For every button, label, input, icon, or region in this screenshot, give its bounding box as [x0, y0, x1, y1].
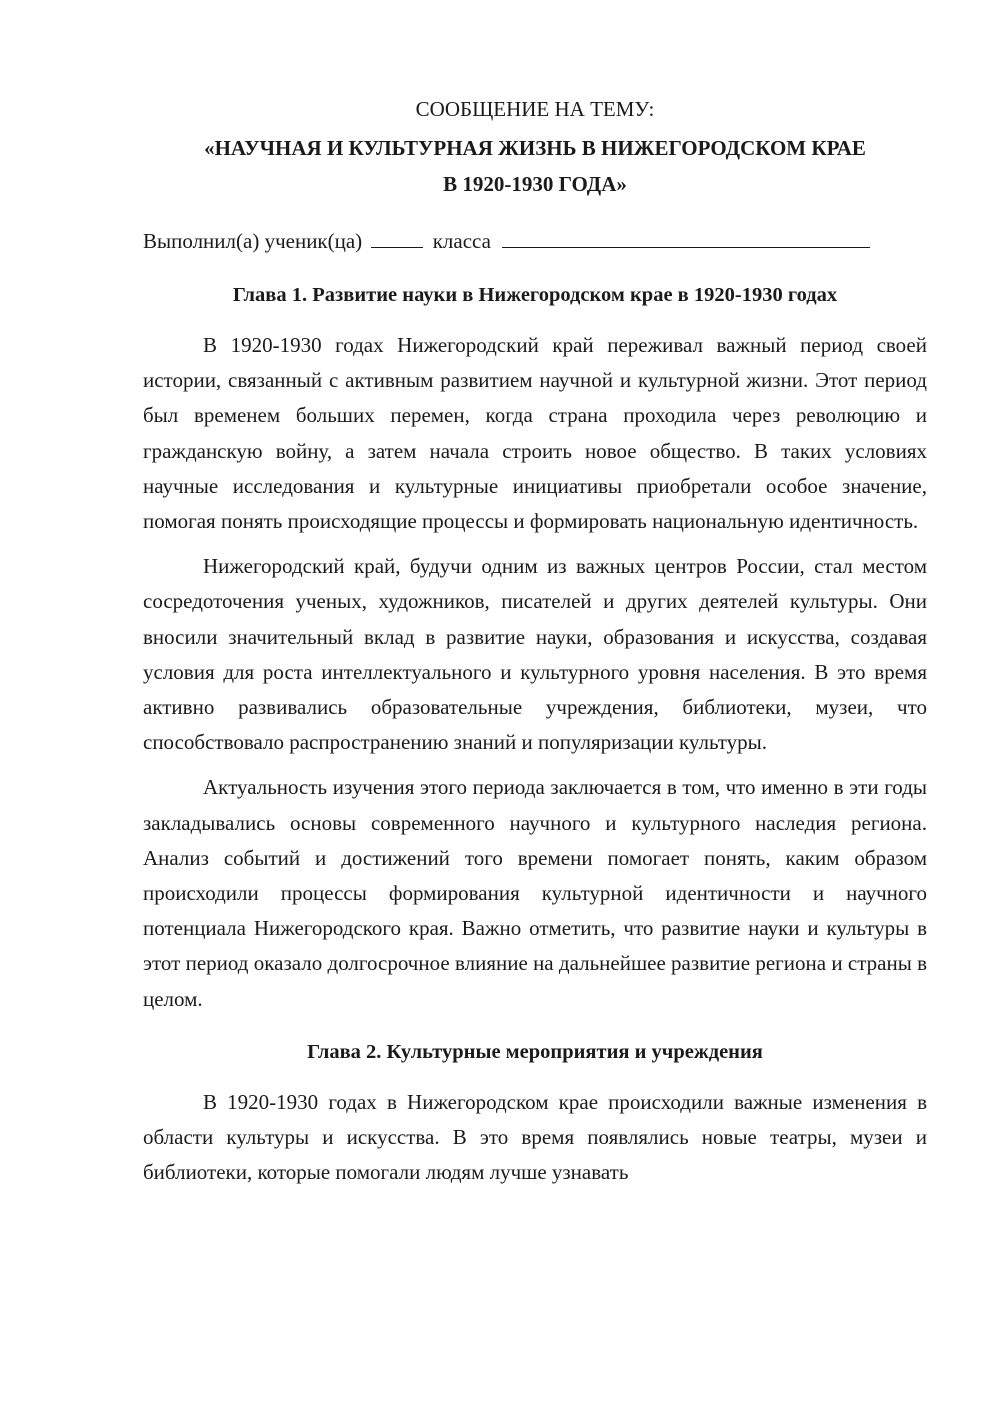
chapter-2-heading: Глава 2. Культурные мероприятия и учреждения: [307, 1040, 763, 1063]
chapter-1-paragraph-1: В 1920-1930 годах Нижегородский край переживал важный период своей истории, связанный с активным развитием научной и культурной жизни. Этот период был временем больших перемен, когда страна проходила через революцию и гражданскую войну, а затем начала строить новое общество. В таких условиях научные исследования и культурные инициативы приобретали особое значение, помогая понять происходящие процессы и формировать национальную идентичность.: [143, 333, 927, 534]
chapter-1-heading: Глава 1. Развитие науки в Нижегородском крае в 1920-1930 годах: [232, 284, 838, 306]
class-label: класса: [432, 229, 491, 253]
performed-by-label: Выполнил(а) ученик(ца): [143, 229, 363, 253]
student-name-blank: [502, 227, 870, 248]
document-page: [143, 92, 927, 1200]
class-number-blank: [371, 227, 423, 248]
chapter-1-paragraph-3: Актуальность изучения этого периода заключается в том, что именно в эти годы закладывались основы современного научного и культурного наследия региона. Анализ событий и достижений того времени помогает понять, каким образом происходили процессы формирования культурной идентичности и научного потенциала Нижегородского края. Важно отметить, что развитие науки и культуры в этот период оказало долгосрочное влияние на дальнейшее развитие региона и страны в целом.: [143, 775, 927, 1011]
chapter-2-paragraph-1: В 1920-1930 годах в Нижегородском крае происходили важные изменения в области культуры и искусства. В это время появлялись новые театры, музеи и библиотеки, которые помогали людям лучше узнавать: [143, 1089, 927, 1185]
author-byline: [143, 224, 927, 258]
subject-line: СООБЩЕНИЕ НА ТЕМУ:: [415, 97, 655, 121]
document-title-line-1: «НАУЧНАЯ И КУЛЬТУРНАЯ ЖИЗНЬ В НИЖЕГОРОДСКОМ КРАЕ: [204, 136, 866, 160]
chapter-1-paragraph-2: Нижегородский край, будучи одним из важных центров России, стал местом сосредоточения ученых, художников, писателей и других деятелей культуры. Они вносили значительный вклад в развитие науки, образования и искусства, создавая условия для роста интеллектуального и культурного уровня населения. В это время активно развивались образовательные учреждения, библиотеки, музеи, что способствовало распространению знаний и популяризации культуры.: [143, 554, 927, 755]
document-title-line-2: В 1920-1930 ГОДА»: [443, 172, 627, 196]
